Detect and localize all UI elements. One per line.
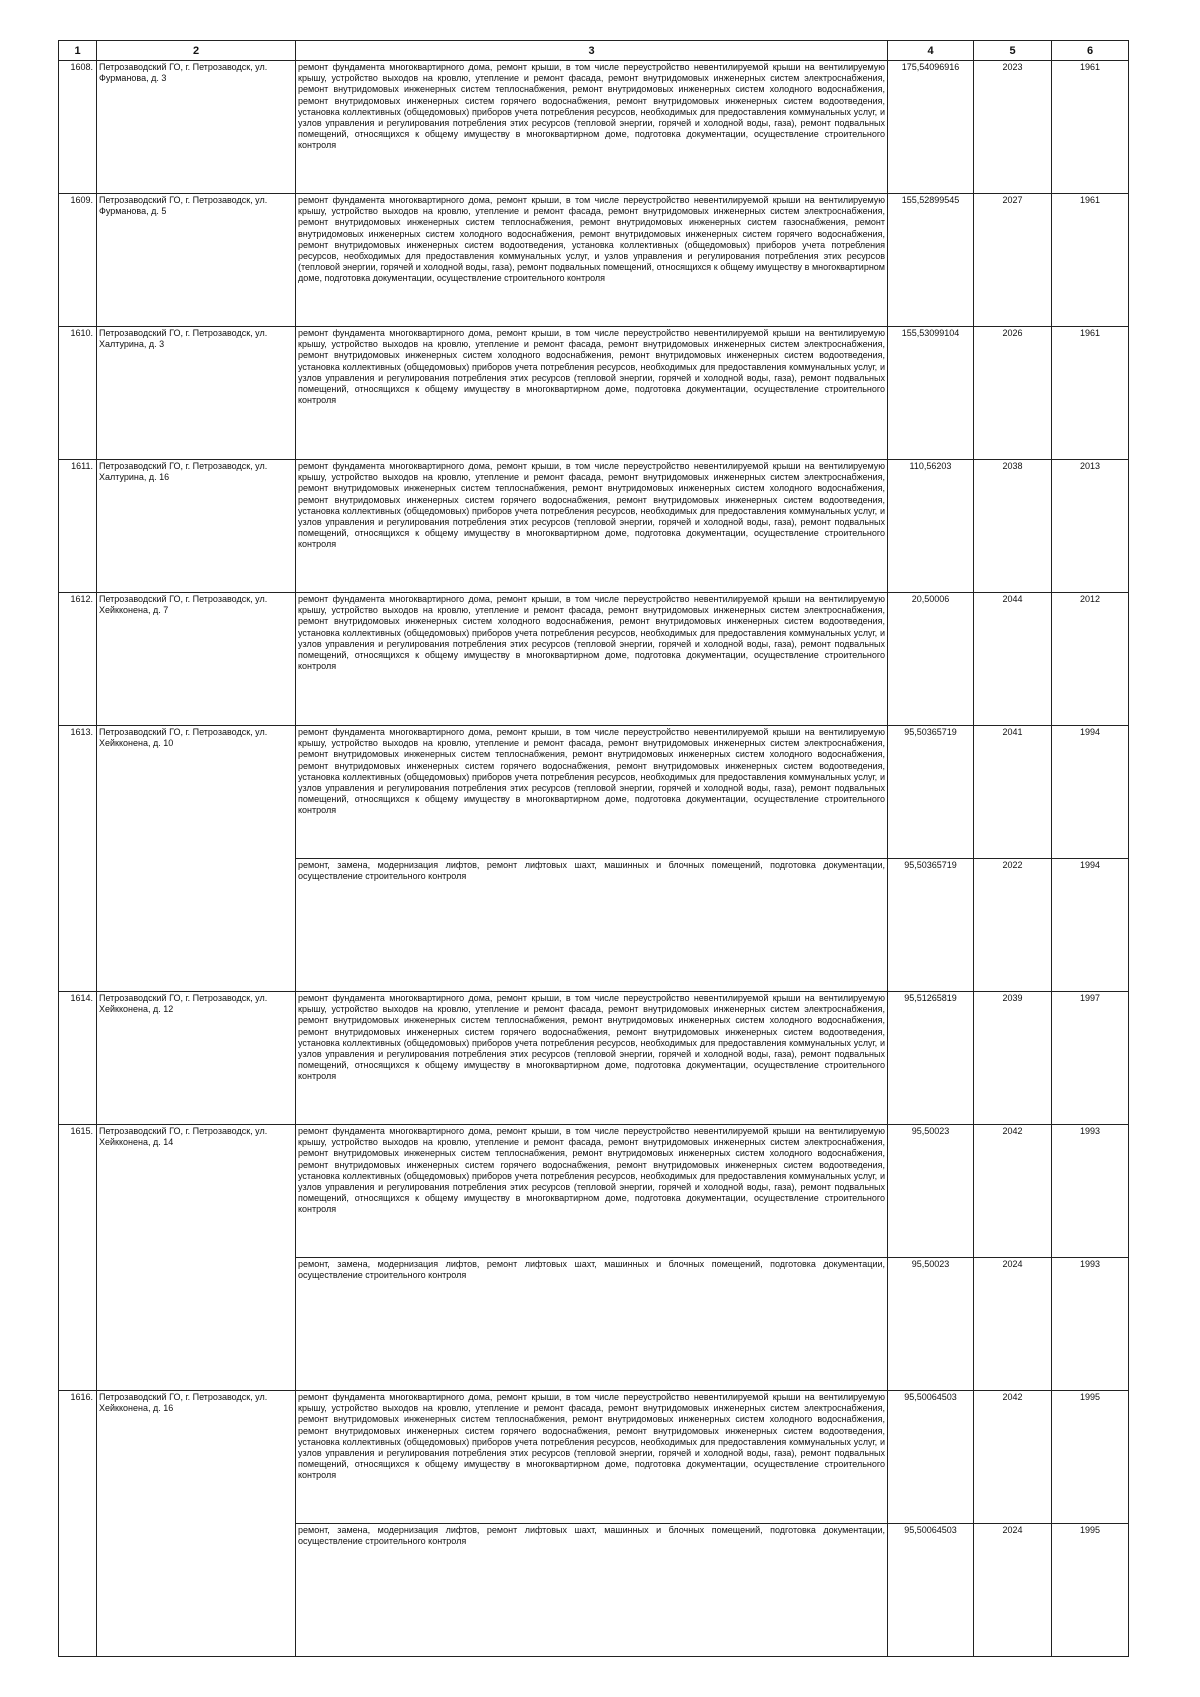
header-row [59, 41, 1129, 61]
row-number: 1614. [59, 992, 97, 1125]
build-year-cell: 1997 [1052, 992, 1129, 1125]
cost-cell: 95,50064503 [888, 1391, 974, 1524]
planned-year-cell: 2041 [974, 726, 1052, 859]
planned-year-cell: 2026 [974, 327, 1052, 460]
planned-year-cell: 2039 [974, 992, 1052, 1125]
row-number: 1613. [59, 726, 97, 992]
planned-year-cell: 2024 [974, 1524, 1052, 1657]
work-description-cell: ремонт, замена, модернизация лифтов, ремонт лифтовых шахт, машинных и блочных помещений, подготовка документации, осуществление строительного контроля [296, 1258, 888, 1391]
build-year-cell: 2013 [1052, 460, 1129, 593]
address-cell: Петрозаводский ГО, г. Петрозаводск, ул. Хейкконена, д. 12 [97, 992, 296, 1125]
table-row [59, 61, 1129, 194]
build-year-cell: 1961 [1052, 327, 1129, 460]
table-row [59, 194, 1129, 327]
column-header: 4 [888, 41, 974, 61]
build-year-cell: 2012 [1052, 593, 1129, 726]
column-header: 5 [974, 41, 1052, 61]
row-number: 1609. [59, 194, 97, 327]
cost-cell: 95,50064503 [888, 1524, 974, 1657]
planned-year-cell: 2042 [974, 1125, 1052, 1258]
row-number: 1611. [59, 460, 97, 593]
cost-cell: 95,50365719 [888, 726, 974, 859]
table-row [59, 992, 1129, 1125]
cost-cell: 95,50365719 [888, 859, 974, 992]
address-cell: Петрозаводский ГО, г. Петрозаводск, ул. Хейкконена, д. 16 [97, 1391, 296, 1657]
planned-year-cell: 2044 [974, 593, 1052, 726]
work-description-cell: ремонт фундамента многоквартирного дома, ремонт крыши, в том числе переустройство невентилируемой крыши на вентилируемую крышу, устройство выходов на кровлю, утепление и ремонт фасада, ремонт внутридомовых инженерных систем электроснабжения, ремонт внутридомовых инженерных систем холодного водоснабжения, ремонт внутридомовых инженерных систем водоотведения, установка коллективных (общедомовых) приборов учета потребления ресурсов, необходимых для предоставления коммунальных услуг, и узлов управления и регулирования потребления этих ресурсов (тепловой энергии, горячей и холодной воды, газа), ремонт подвальных помещений, относящихся к общему имуществу в многоквартирном доме, подготовка документации, осуществление строительного контроля [296, 327, 888, 460]
work-description-cell: ремонт фундамента многоквартирного дома, ремонт крыши, в том числе переустройство невентилируемой крыши на вентилируемую крышу, устройство выходов на кровлю, утепление и ремонт фасада, ремонт внутридомовых инженерных систем электроснабжения, ремонт внутридомовых инженерных систем теплоснабжения, ремонт внутридомовых инженерных систем холодного водоснабжения, ремонт внутридомовых инженерных систем горячего водоснабжения, ремонт внутридомовых инженерных систем водоотведения, установка коллективных (общедомовых) приборов учета потребления ресурсов, необходимых для предоставления коммунальных услуг, и узлов управления и регулирования потребления этих ресурсов (тепловой энергии, горячей и холодной воды, газа), ремонт подвальных помещений, относящихся к общему имуществу в многоквартирном доме, подготовка документации, осуществление строительного контроля [296, 1391, 888, 1524]
cost-cell: 95,50023 [888, 1258, 974, 1391]
cost-cell: 175,54096916 [888, 61, 974, 194]
row-number: 1608. [59, 61, 97, 194]
planned-year-cell: 2024 [974, 1258, 1052, 1391]
planned-year-cell: 2038 [974, 460, 1052, 593]
row-number: 1612. [59, 593, 97, 726]
address-cell: Петрозаводский ГО, г. Петрозаводск, ул. Халтурина, д. 3 [97, 327, 296, 460]
address-cell: Петрозаводский ГО, г. Петрозаводск, ул. Хейкконена, д. 7 [97, 593, 296, 726]
column-header: 6 [1052, 41, 1129, 61]
row-number: 1615. [59, 1125, 97, 1391]
table-row [59, 327, 1129, 460]
repair-schedule-table [58, 40, 1129, 1657]
planned-year-cell: 2023 [974, 61, 1052, 194]
address-cell: Петрозаводский ГО, г. Петрозаводск, ул. Хейкконена, д. 10 [97, 726, 296, 992]
work-description-cell: ремонт фундамента многоквартирного дома, ремонт крыши, в том числе переустройство невентилируемой крыши на вентилируемую крышу, устройство выходов на кровлю, утепление и ремонт фасада, ремонт внутридомовых инженерных систем электроснабжения, ремонт внутридомовых инженерных систем теплоснабжения, ремонт внутридомовых инженерных систем холодного водоснабжения, ремонт внутридомовых инженерных систем горячего водоснабжения, ремонт внутридомовых инженерных систем водоотведения, установка коллективных (общедомовых) приборов учета потребления ресурсов, необходимых для предоставления коммунальных услуг, и узлов управления и регулирования потребления этих ресурсов (тепловой энергии, горячей и холодной воды, газа), ремонт подвальных помещений, относящихся к общему имуществу в многоквартирном доме, подготовка документации, осуществление строительного контроля [296, 726, 888, 859]
table-row [59, 460, 1129, 593]
work-description-cell: ремонт фундамента многоквартирного дома, ремонт крыши, в том числе переустройство невентилируемой крыши на вентилируемую крышу, устройство выходов на кровлю, утепление и ремонт фасада, ремонт внутридомовых инженерных систем электроснабжения, ремонт внутридомовых инженерных систем теплоснабжения, ремонт внутридомовых инженерных систем холодного водоснабжения, ремонт внутридомовых инженерных систем горячего водоснабжения, ремонт внутридомовых инженерных систем водоотведения, установка коллективных (общедомовых) приборов учета потребления ресурсов, необходимых для предоставления коммунальных услуг, и узлов управления и регулирования потребления этих ресурсов (тепловой энергии, горячей и холодной воды, газа), ремонт подвальных помещений, относящихся к общему имуществу в многоквартирном доме, подготовка документации, осуществление строительного контроля [296, 460, 888, 593]
work-description-cell: ремонт фундамента многоквартирного дома, ремонт крыши, в том числе переустройство невентилируемой крыши на вентилируемую крышу, устройство выходов на кровлю, утепление и ремонт фасада, ремонт внутридомовых инженерных систем электроснабжения, ремонт внутридомовых инженерных систем теплоснабжения, ремонт внутридомовых инженерных систем холодного водоснабжения, ремонт внутридомовых инженерных систем горячего водоснабжения, ремонт внутридомовых инженерных систем водоотведения, установка коллективных (общедомовых) приборов учета потребления ресурсов, необходимых для предоставления коммунальных услуг, и узлов управления и регулирования потребления этих ресурсов (тепловой энергии, горячей и холодной воды, газа), ремонт подвальных помещений, относящихся к общему имуществу в многоквартирном доме, подготовка документации, осуществление строительного контроля [296, 992, 888, 1125]
build-year-cell: 1961 [1052, 194, 1129, 327]
build-year-cell: 1993 [1052, 1258, 1129, 1391]
work-description-cell: ремонт фундамента многоквартирного дома, ремонт крыши, в том числе переустройство невентилируемой крыши на вентилируемую крышу, устройство выходов на кровлю, утепление и ремонт фасада, ремонт внутридомовых инженерных систем электроснабжения, ремонт внутридомовых инженерных систем холодного водоснабжения, ремонт внутридомовых инженерных систем водоотведения, установка коллективных (общедомовых) приборов учета потребления ресурсов, необходимых для предоставления коммунальных услуг, и узлов управления и регулирования потребления этих ресурсов (тепловой энергии, горячей и холодной воды, газа), ремонт подвальных помещений, относящихся к общему имуществу в многоквартирном доме, подготовка документации, осуществление строительного контроля [296, 593, 888, 726]
build-year-cell: 1994 [1052, 726, 1129, 859]
build-year-cell: 1993 [1052, 1125, 1129, 1258]
cost-cell: 95,50023 [888, 1125, 974, 1258]
address-cell: Петрозаводский ГО, г. Петрозаводск, ул. Фурманова, д. 3 [97, 61, 296, 194]
cost-cell: 155,53099104 [888, 327, 974, 460]
planned-year-cell: 2042 [974, 1391, 1052, 1524]
build-year-cell: 1994 [1052, 859, 1129, 992]
work-description-cell: ремонт фундамента многоквартирного дома, ремонт крыши, в том числе переустройство невентилируемой крыши на вентилируемую крышу, устройство выходов на кровлю, утепление и ремонт фасада, ремонт внутридомовых инженерных систем электроснабжения, ремонт внутридомовых инженерных систем теплоснабжения, ремонт внутридомовых инженерных систем холодного водоснабжения, ремонт внутридомовых инженерных систем горячего водоснабжения, ремонт внутридомовых инженерных систем водоотведения, установка коллективных (общедомовых) приборов учета потребления ресурсов, необходимых для предоставления коммунальных услуг, и узлов управления и регулирования потребления этих ресурсов (тепловой энергии, горячей и холодной воды, газа), ремонт подвальных помещений, относящихся к общему имуществу в многоквартирном доме, подготовка документации, осуществление строительного контроля [296, 61, 888, 194]
address-cell: Петрозаводский ГО, г. Петрозаводск, ул. Фурманова, д. 5 [97, 194, 296, 327]
build-year-cell: 1995 [1052, 1391, 1129, 1524]
column-header: 3 [296, 41, 888, 61]
cost-cell: 155,52899545 [888, 194, 974, 327]
work-description-cell: ремонт фундамента многоквартирного дома, ремонт крыши, в том числе переустройство невентилируемой крыши на вентилируемую крышу, устройство выходов на кровлю, утепление и ремонт фасада, ремонт внутридомовых инженерных систем электроснабжения, ремонт внутридомовых инженерных систем теплоснабжения, ремонт внутридомовых инженерных систем газоснабжения, ремонт внутридомовых инженерных систем холодного водоснабжения, ремонт внутридомовых инженерных систем горячего водоснабжения, ремонт внутридомовых инженерных систем водоотведения, установка коллективных (общедомовых) приборов учета потребления ресурсов, необходимых для предоставления коммунальных услуг, и узлов управления и регулирования потребления этих ресурсов (тепловой энергии, горячей и холодной воды, газа), ремонт подвальных помещений, относящихся к общему имуществу в многоквартирном доме, подготовка документации, осуществление строительного контроля [296, 194, 888, 327]
cost-cell: 110,56203 [888, 460, 974, 593]
planned-year-cell: 2022 [974, 859, 1052, 992]
table-row [59, 726, 1129, 859]
address-cell: Петрозаводский ГО, г. Петрозаводск, ул. Хейкконена, д. 14 [97, 1125, 296, 1391]
address-cell: Петрозаводский ГО, г. Петрозаводск, ул. Халтурина, д. 16 [97, 460, 296, 593]
cost-cell: 95,51265819 [888, 992, 974, 1125]
cost-cell: 20,50006 [888, 593, 974, 726]
table-row [59, 1125, 1129, 1258]
table-row [59, 1391, 1129, 1524]
build-year-cell: 1961 [1052, 61, 1129, 194]
row-number: 1610. [59, 327, 97, 460]
column-header: 1 [59, 41, 97, 61]
table-row [59, 593, 1129, 726]
work-description-cell: ремонт, замена, модернизация лифтов, ремонт лифтовых шахт, машинных и блочных помещений, подготовка документации, осуществление строительного контроля [296, 1524, 888, 1657]
column-header: 2 [97, 41, 296, 61]
planned-year-cell: 2027 [974, 194, 1052, 327]
work-description-cell: ремонт, замена, модернизация лифтов, ремонт лифтовых шахт, машинных и блочных помещений, подготовка документации, осуществление строительного контроля [296, 859, 888, 992]
work-description-cell: ремонт фундамента многоквартирного дома, ремонт крыши, в том числе переустройство невентилируемой крыши на вентилируемую крышу, устройство выходов на кровлю, утепление и ремонт фасада, ремонт внутридомовых инженерных систем электроснабжения, ремонт внутридомовых инженерных систем теплоснабжения, ремонт внутридомовых инженерных систем холодного водоснабжения, ремонт внутридомовых инженерных систем горячего водоснабжения, ремонт внутридомовых инженерных систем водоотведения, установка коллективных (общедомовых) приборов учета потребления ресурсов, необходимых для предоставления коммунальных услуг, и узлов управления и регулирования потребления этих ресурсов (тепловой энергии, горячей и холодной воды, газа), ремонт подвальных помещений, относящихся к общему имуществу в многоквартирном доме, подготовка документации, осуществление строительного контроля [296, 1125, 888, 1258]
row-number: 1616. [59, 1391, 97, 1657]
build-year-cell: 1995 [1052, 1524, 1129, 1657]
